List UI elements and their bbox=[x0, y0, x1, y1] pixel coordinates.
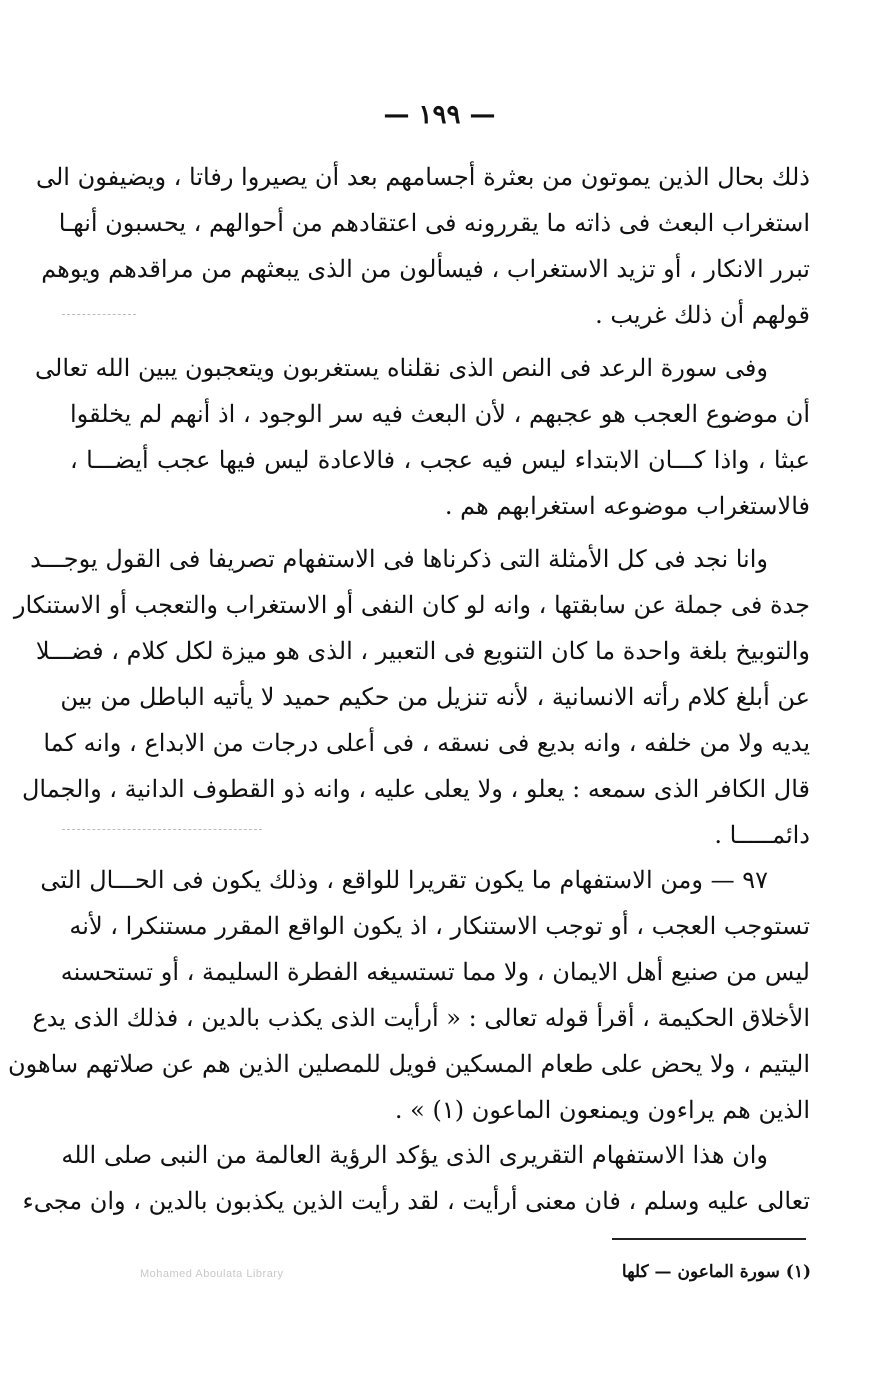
text-line: جدة فى جملة عن سابقتها ، وانه لو كان النفى أو الاستغراب والتعجب أو الاستنكار bbox=[13, 591, 810, 619]
text-line: تبرر الانكار ، أو تزيد الاستغراب ، فيسألون من الذى يبعثهم من مراقدهم ويوهم bbox=[41, 255, 810, 283]
paragraph-5 bbox=[22, 1132, 810, 1224]
text-line: وفى سورة الرعد فى النص الذى نقلناه يستغربون ويتعجبون يبين الله تعالى bbox=[35, 354, 768, 382]
text-line: الأخلاق الحكيمة ، أقرأ قوله تعالى : « أرأيت الذى يكذب بالدين ، فذلك الذى يدع bbox=[32, 1004, 810, 1032]
text-line: ٩٧ — ومن الاستفهام ما يكون تقريرا للواقع ، وذلك يكون فى الحـــال التى bbox=[40, 866, 768, 894]
paragraph-4 bbox=[8, 857, 810, 1133]
text-line: ليس من صنيع أهل الايمان ، ولا مما تستسيغه الفطرة السليمة ، أو تستحسنه bbox=[60, 958, 810, 986]
ink-smudge-line bbox=[62, 829, 262, 830]
text-line: وان هذا الاستفهام التقريرى الذى يؤكد الرؤية العالمة من النبى صلى الله bbox=[61, 1141, 768, 1169]
paragraph-1 bbox=[35, 154, 810, 338]
text-line: الذين هم يراءون ويمنعون الماعون (١) » . bbox=[394, 1096, 810, 1124]
paragraph-2 bbox=[35, 345, 811, 529]
text-line: اليتيم ، ولا يحض على طعام المسكين فويل للمصلين الذين هم عن صلاتهم ساهون bbox=[8, 1050, 810, 1078]
text-line: أن موضوع العجب هو عجبهم ، لأن البعث فيه سر الوجود ، اذ أنهم لم يخلقوا bbox=[70, 400, 811, 428]
text-line: يديه ولا من خلفه ، وانه بديع فى نسقه ، فى أعلى درجات من الابداع ، وانه كما bbox=[43, 729, 810, 757]
text-line: قولهم أن ذلك غريب . bbox=[595, 301, 810, 329]
ink-smudge-line bbox=[62, 314, 136, 315]
text-line: قال الكافر الذى سمعه : يعلو ، ولا يعلى عليه ، وانه ذو القطوف الدانية ، والجمال bbox=[21, 775, 810, 803]
text-line: تعالى عليه وسلم ، فان معنى أرأيت ، لقد رأيت الذين يكذبون بالدين ، وان مجىء bbox=[22, 1187, 810, 1215]
footnote: (١) سورة الماعون — كلها bbox=[621, 1262, 811, 1282]
footnote-divider bbox=[612, 1238, 806, 1240]
text-line: فالاستغراب موضوعه استغرابهم هم . bbox=[444, 492, 810, 520]
text-line: ذلك بحال الذين يموتون من بعثرة أجسامهم بعد أن يصيروا رفاتا ، ويضيفون الى bbox=[35, 163, 810, 191]
paragraph-3 bbox=[13, 536, 810, 858]
library-stamp: Mohamed Aboulata Library bbox=[140, 1268, 284, 1280]
text-line: عبثا ، واذا كـــان الابتداء ليس فيه عجب ، فالاعادة ليس فيها عجب أيضـــا ، bbox=[70, 446, 810, 474]
text-line: دائمـــــا . bbox=[714, 821, 810, 849]
text-line: استغراب البعث فى ذاته ما يقررونه فى اعتقادهم من أحوالهم ، يحسبون أنهـا bbox=[58, 209, 810, 237]
text-line: والتوبيخ بلغة واحدة ما كان التنويع فى التعبير ، الذى هو ميزة لكل كلام ، فضـــلا bbox=[35, 637, 810, 665]
page-number: — ١٩٩ — bbox=[383, 100, 496, 130]
text-line: وانا نجد فى كل الأمثلة التى ذكرناها فى الاستفهام تصريفا فى القول يوجـــد bbox=[30, 545, 768, 573]
text-line: عن أبلغ كلام رأته الانسانية ، لأنه تنزيل من حكيم حميد لا يأتيه الباطل من بين bbox=[60, 683, 810, 711]
text-line: تستوجب العجب ، أو توجب الاستنكار ، اذ يكون الواقع المقرر مستنكرا ، لأنه bbox=[69, 912, 810, 940]
